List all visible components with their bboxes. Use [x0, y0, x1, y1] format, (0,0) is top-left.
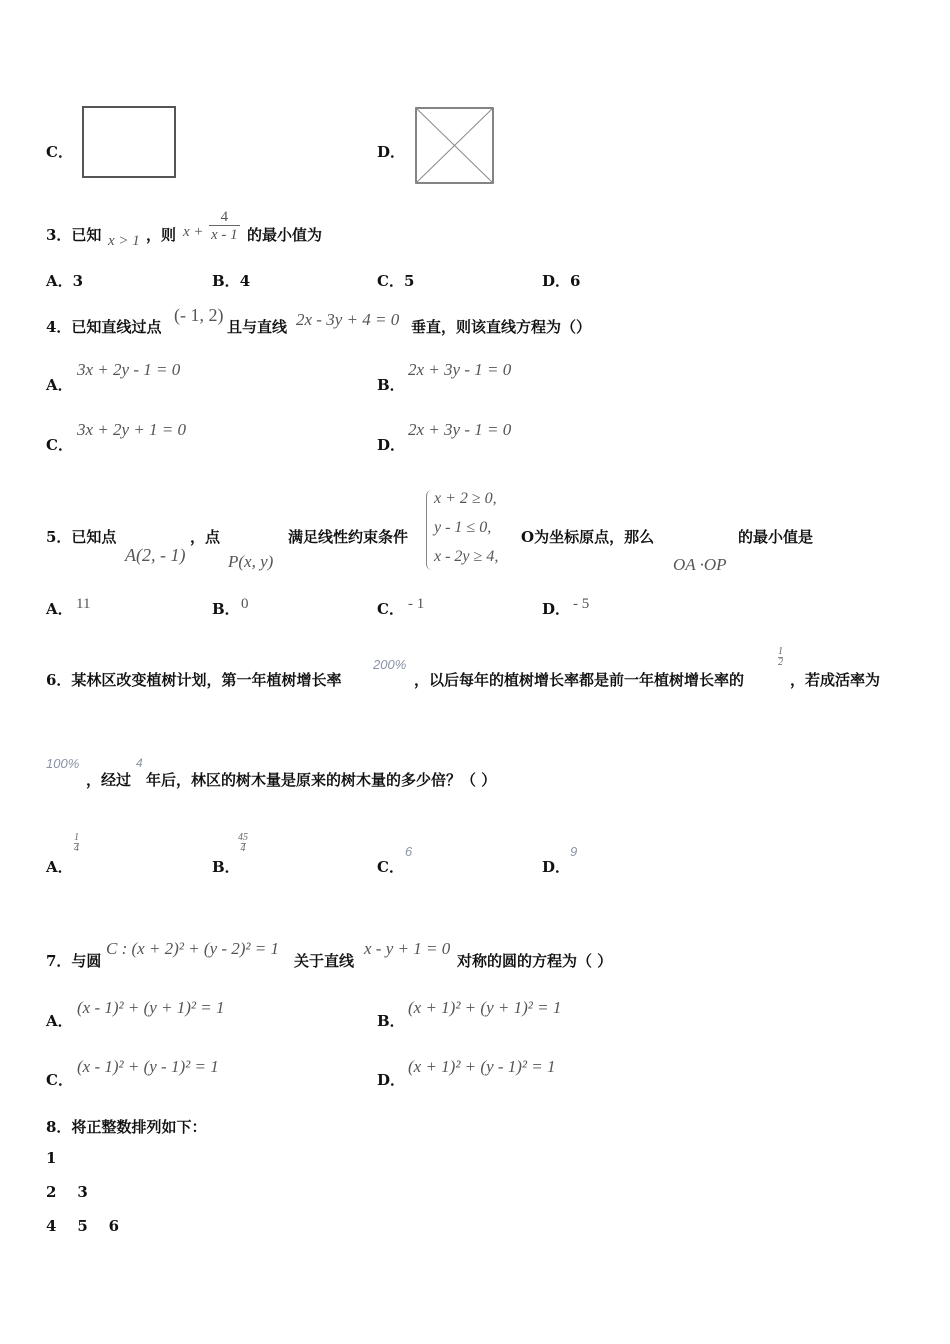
q4-option-d-label: D． [377, 436, 406, 454]
q6-option-b-label: B． [212, 858, 240, 876]
q7-option-c-label: C． [46, 1071, 73, 1089]
q5-stem-prefix: 5．已知点 [46, 528, 117, 546]
q5-constraint-1: x + 2 ≥ 0, [434, 490, 497, 507]
q4-point: (- 1, 2) [174, 305, 224, 325]
q3-stem-suffix: 的最小值为 [247, 226, 323, 244]
q7-circle-equation: C : (x + 2)² + (y - 2)² = 1 [106, 939, 280, 958]
q3-fraction [209, 210, 240, 243]
q2-option-c-label: C． [46, 143, 73, 161]
q8-row-2: 2 3 [46, 1183, 88, 1201]
q5-dot-product: OA ·OP [673, 555, 727, 574]
q4-stem-prefix: 4．已知直线过点 [46, 318, 162, 336]
q5-constraint-brace [426, 490, 433, 570]
q6-option-a-fraction: $\frac{1}{4}$ [74, 832, 79, 854]
q5-option-d-value: - 5 [573, 596, 590, 612]
q5-mid3: O为坐标原点，那么 [521, 528, 655, 546]
q6-ratio-numerator: 1 [778, 646, 783, 657]
q6-option-d-label: D． [542, 858, 571, 876]
q7-stem-suffix: 对称的圆的方程为（ ） [457, 952, 613, 970]
q6-survival-rate: 100% [46, 756, 80, 771]
q4-option-b-value: 2x + 3y - 1 = 0 [408, 360, 512, 379]
q8-stem: 8．将正整数排列如下： [46, 1118, 207, 1136]
q7-option-d-label: D． [377, 1071, 406, 1089]
q3-fraction-denominator: x - 1 [211, 227, 238, 243]
q5-option-a-label: A． [46, 600, 73, 618]
q6-option-d-value: 9 [570, 844, 578, 859]
q6-line2-a: ，经过 [86, 771, 132, 789]
q5-point-a: A(2, - 1) [125, 545, 186, 565]
q4-option-d-value: 2x + 3y - 1 = 0 [408, 420, 512, 439]
q2-option-d-crossed-square-figure [413, 105, 497, 187]
q6-stem-prefix: 6．某林区改变植树计划，第一年植树增长率 [46, 671, 342, 689]
q6-mid: ，以后每年的植树增长率都是前一年植树增长率的 [414, 671, 745, 689]
q4-option-a-value: 3x + 2y - 1 = 0 [77, 360, 181, 379]
q3-stem-prefix: 3．已知 [46, 226, 102, 244]
q7-option-d-value: (x + 1)² + (y - 1)² = 1 [408, 1057, 556, 1076]
q5-stem-suffix: 的最小值是 [738, 528, 814, 546]
q5-option-c-label: C． [377, 600, 404, 618]
q3-option-d: D．6 [542, 272, 581, 290]
q7-mid: 关于直线 [294, 952, 355, 970]
q5-option-c-value: - 1 [408, 596, 425, 612]
q7-line-equation: x - y + 1 = 0 [364, 939, 451, 958]
q3-option-a: A．3 [46, 272, 84, 290]
q7-option-a-value: (x - 1)² + (y + 1)² = 1 [77, 998, 225, 1017]
q6-ratio-fraction [778, 639, 783, 668]
q6-option-c-label: C． [377, 858, 404, 876]
q4-stem-suffix: 垂直，则该直线方程为（） [411, 318, 592, 336]
q5-point-p: P(x, y) [228, 552, 274, 571]
q5-option-b-label: B． [212, 600, 240, 618]
q6-option-a-label: A． [46, 858, 73, 876]
q4-option-a-label: A． [46, 376, 73, 394]
q2-option-c-rectangle-figure [80, 104, 180, 180]
q5-option-b-value: 0 [241, 596, 249, 612]
q6-ratio-denominator: 2 [778, 657, 783, 668]
q4-option-c-value: 3x + 2y + 1 = 0 [77, 420, 187, 439]
q4-mid: 且与直线 [227, 318, 288, 336]
q5-option-a-value: 11 [76, 596, 91, 612]
q5-mid1: ，点 [190, 528, 221, 546]
q4-line-equation: 2x - 3y + 4 = 0 [296, 310, 400, 329]
q6-option-b-fraction: $\frac{45}{4}$ [238, 832, 248, 854]
q3-expr-lead: x + [183, 224, 204, 240]
q4-option-b-label: B． [377, 376, 405, 394]
q7-option-b-label: B． [377, 1012, 405, 1030]
q7-stem-prefix: 7．与圆 [46, 952, 102, 970]
q6-stem-suffix: ，若成活率为 [790, 671, 881, 689]
q6-option-c-value: 6 [405, 844, 413, 859]
q5-constraint-2: y - 1 ≤ 0, [434, 519, 492, 536]
q5-mid2: 满足线性约束条件 [288, 528, 409, 546]
q3-option-b: B．4 [212, 272, 251, 290]
q3-fraction-numerator: 4 [220, 209, 229, 225]
q7-option-c-value: (x - 1)² + (y - 1)² = 1 [77, 1057, 219, 1076]
q2-option-d-label: D． [377, 143, 406, 161]
q6-rate: 200% [373, 657, 407, 672]
q6-years: 4 [136, 756, 143, 770]
q6-line2-b: 年后，林区的树木量是原来的树木量的多少倍？（ ） [146, 771, 497, 789]
q7-option-a-label: A． [46, 1012, 73, 1030]
q3-mid: ，则 [146, 226, 177, 244]
q5-constraint-3: x - 2y ≥ 4, [434, 548, 499, 565]
q3-condition: x > 1 [108, 233, 140, 249]
q5-option-d-label: D． [542, 600, 571, 618]
q4-option-c-label: C． [46, 436, 73, 454]
q8-row-1: 1 [46, 1149, 57, 1167]
q7-option-b-value: (x + 1)² + (y + 1)² = 1 [408, 998, 562, 1017]
q8-row-3: 4 5 6 [46, 1217, 120, 1235]
q3-option-c: C．5 [377, 272, 415, 290]
